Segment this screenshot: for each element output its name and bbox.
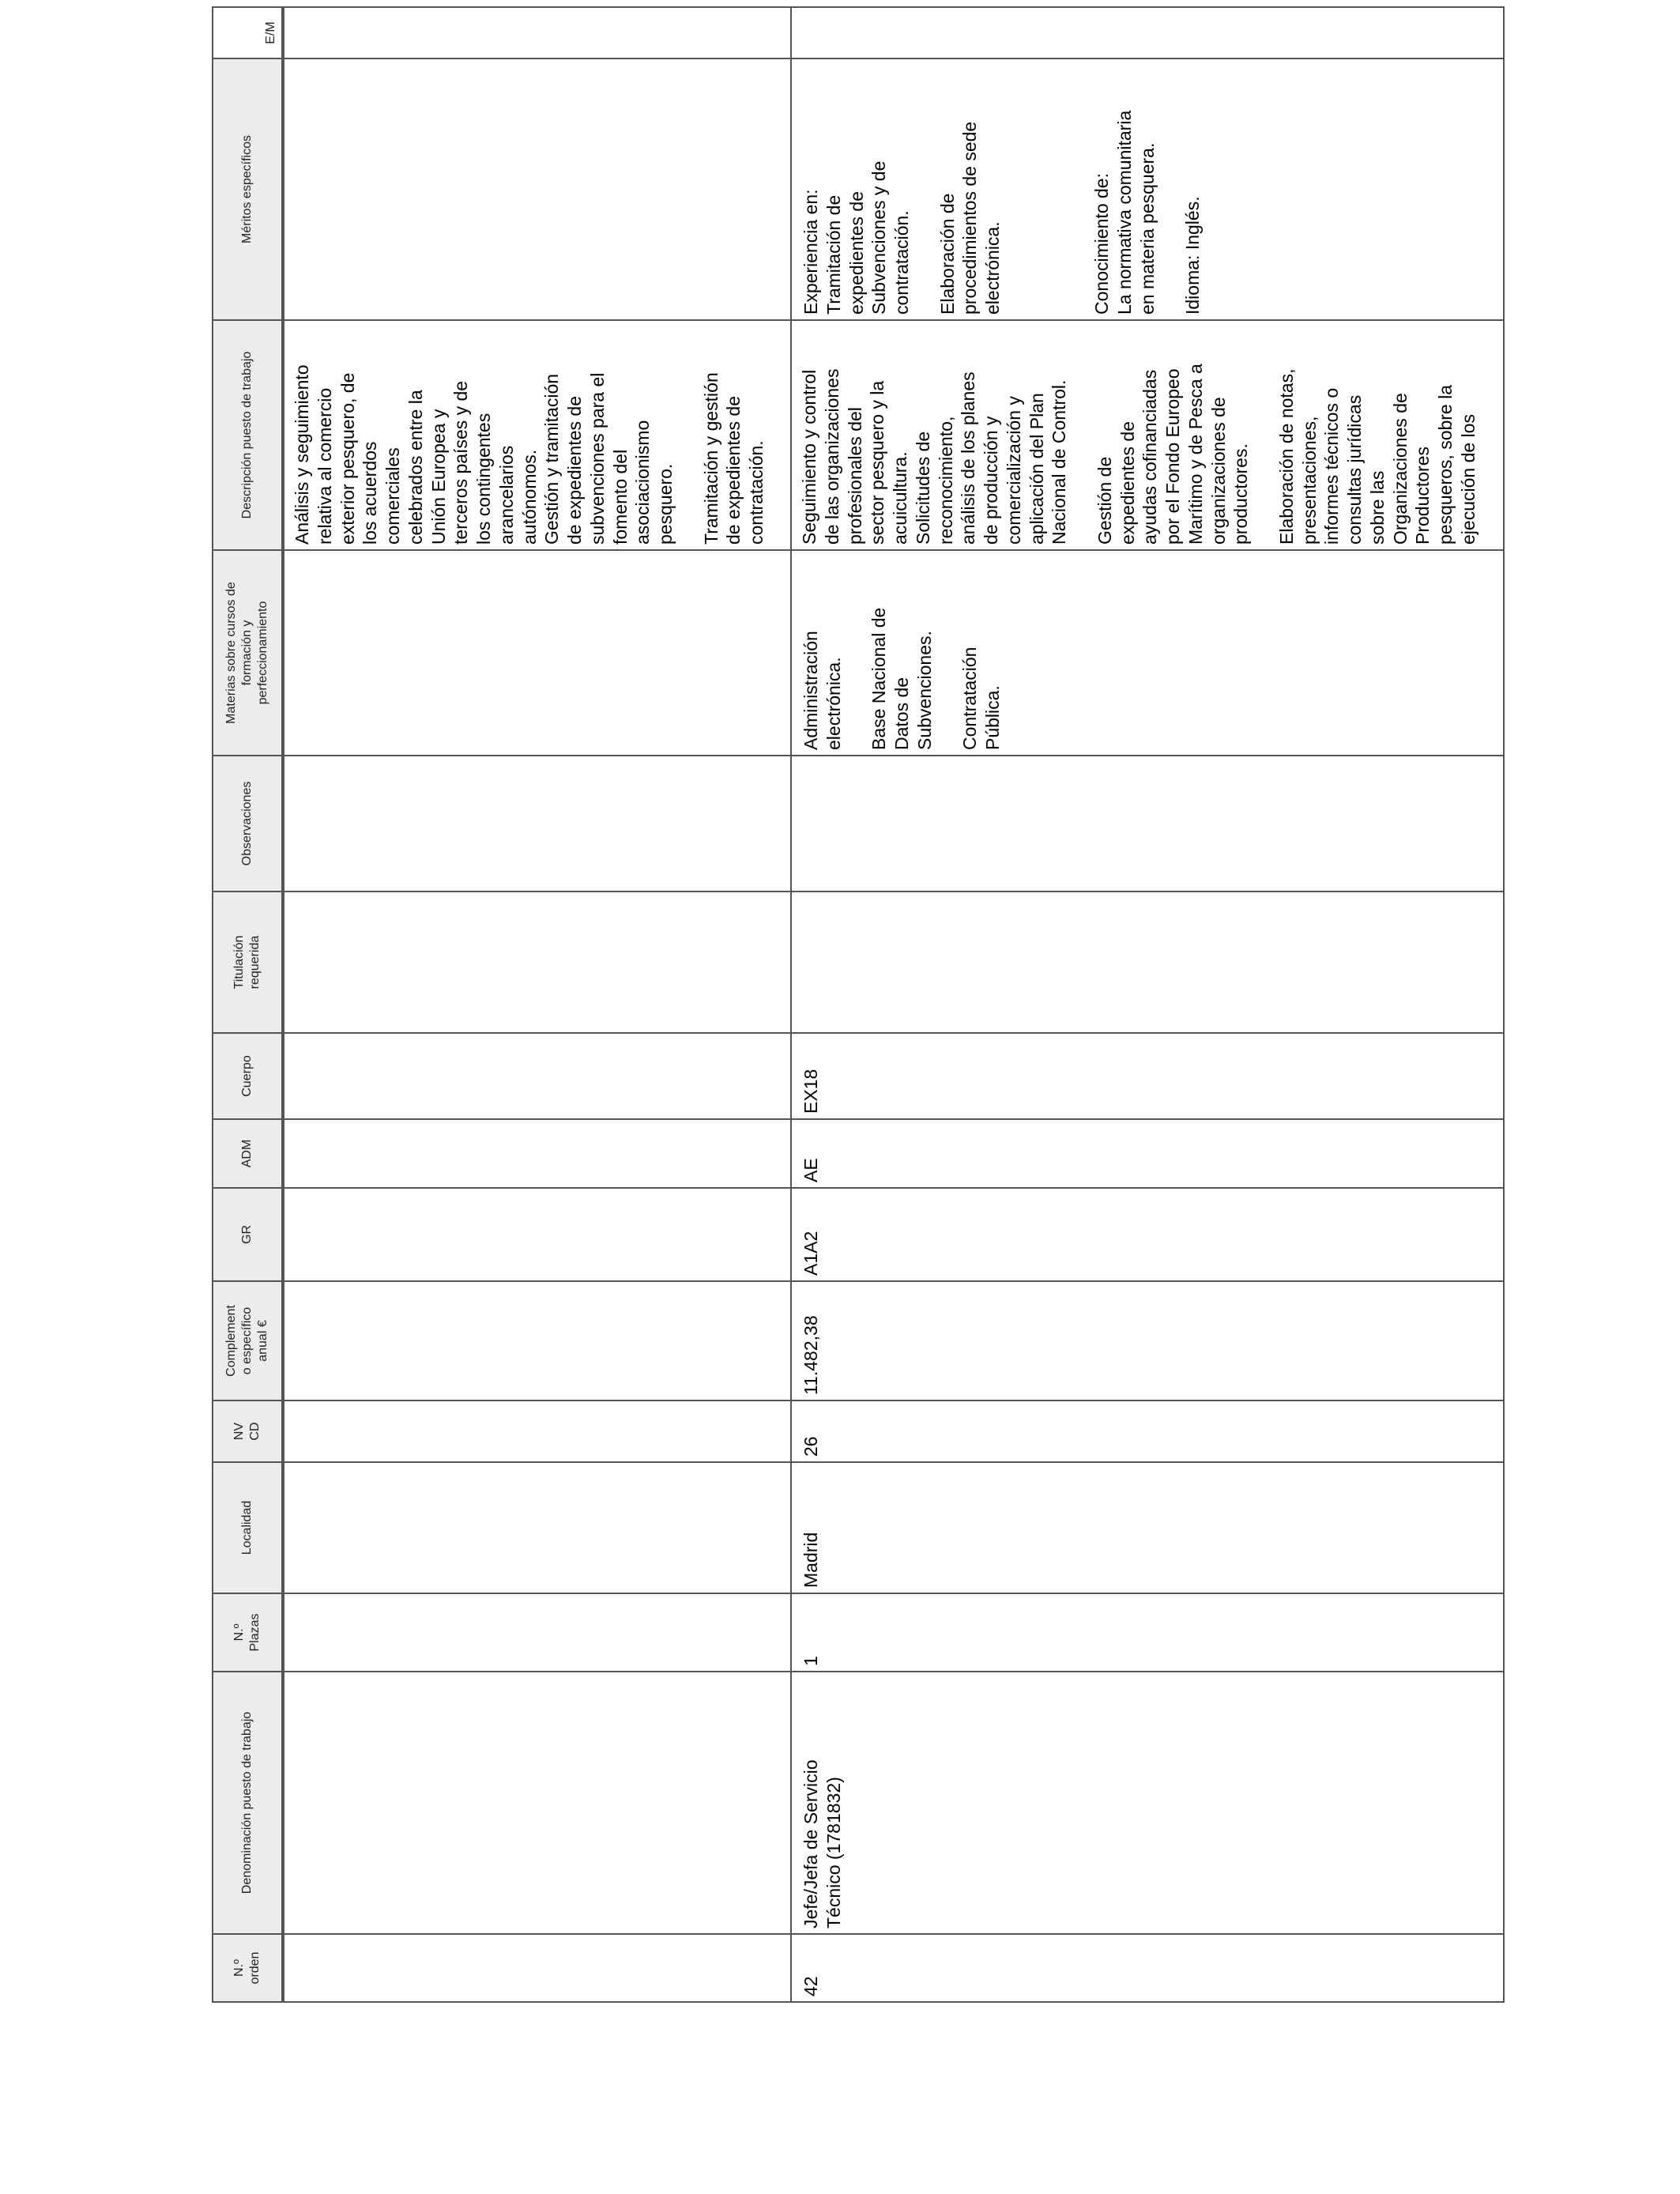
row-42-nv-cd: 26 [800, 1436, 821, 1457]
header-nv-cd: NV CD [232, 1422, 262, 1441]
header-gr: GR [240, 1225, 254, 1244]
continuation-row-num-orden [283, 1933, 792, 2003]
row-42-meritos-experiencia: Experiencia en: Tramitación de expedientes de Subvenciones y de contratación. Elaboración de procedimientos de sede electrónica. [800, 121, 1003, 315]
row-42-num-plazas: 1 [800, 1656, 821, 1666]
row-42-complemento: 11.482,38 [800, 1315, 821, 1395]
continuation-row-descripcion: Análisis y seguimiento relativa al comercio exterior pesquero, de los acuerdos comerciales celebrados entre la Unión Europea y terceros países y de los contingentes arancelarios autónomos. Gestión y tramitación de expedientes de subvenciones para el fomento del asociacionismo pesquero. Tramitación y gestión de expedientes de contratación. [292, 364, 767, 545]
continuation-row-materias [283, 549, 792, 756]
continuation-row-gr [283, 1187, 792, 1282]
row-42-gr: A1A2 [800, 1231, 821, 1276]
row-42-num-orden: 42 [800, 1976, 821, 1996]
row-42-denominacion: Jefe/Jefa de Servicio Técnico (1781832) [800, 1759, 844, 1928]
header-num-orden: N.º orden [232, 1951, 262, 1985]
row-42-localidad: Madrid [800, 1532, 821, 1588]
header-descripcion: Descripción puesto de trabajo [240, 351, 254, 519]
continuation-row-localidad [283, 1461, 792, 1594]
header-meritos: Méritos específicos [240, 135, 254, 243]
header-localidad: Localidad [240, 1500, 254, 1555]
header-num-plazas: N.º Plazas [232, 1613, 262, 1652]
header-em: E/M [264, 21, 277, 44]
row-42-materias: Administración electrónica. Base Nacional de Datos de Subvenciones. Contratación Pública. [800, 607, 1003, 750]
header-observaciones: Observaciones [240, 781, 254, 866]
continuation-row-titulacion [283, 891, 792, 1034]
header-titulacion: Titulación requerida [232, 935, 262, 990]
continuation-row-adm [283, 1118, 792, 1189]
row-42-titulacion [795, 891, 1506, 1034]
row-42-cuerpo: EX18 [800, 1069, 821, 1114]
continuation-row-nv-cd [283, 1400, 792, 1463]
continuation-row-em [283, 6, 792, 59]
header-cuerpo: Cuerpo [240, 1055, 254, 1097]
continuation-row-denominacion [283, 1671, 792, 1935]
header-complemento: Complement o específico anual € [224, 1305, 269, 1377]
row-42-em [793, 6, 1505, 59]
continuation-row-observaciones [283, 755, 792, 892]
header-denominacion: Denominación puesto de trabajo [240, 1711, 254, 1894]
row-42-meritos-conocimiento: Conocimiento de: La normativa comunitaria en materia pesquera. Idioma: Inglés. [1091, 110, 1203, 315]
continuation-row-num-plazas [283, 1593, 792, 1672]
row-42-adm: AE [800, 1158, 821, 1182]
continuation-row-cuerpo [283, 1032, 792, 1120]
header-adm: ADM [240, 1139, 254, 1168]
continuation-row-complemento [283, 1280, 792, 1401]
row-42-observaciones [795, 755, 1506, 892]
continuation-row-meritos [283, 58, 792, 321]
row-42-descripcion: Seguimiento y control de las organizaciones profesionales del sector pesquero y la acuicultura. Solicitudes de reconocimiento, análisis de los planes de producción y comercialización y aplicación del Plan Nacional de Control. Gestión de expedientes de ayudas cofinanciadas por el Fondo Europeo Marítimo y de Pesca a organizaciones de productores. Elaboración de notas, presentaciones, informes técnicos o consultas jurídicas sobre las Organizaciones de Productores pesqueros, sobre la ejecución de los [799, 364, 1478, 545]
header-materias: Materias sobre cursos de formación y perfeccionamiento [224, 582, 269, 724]
